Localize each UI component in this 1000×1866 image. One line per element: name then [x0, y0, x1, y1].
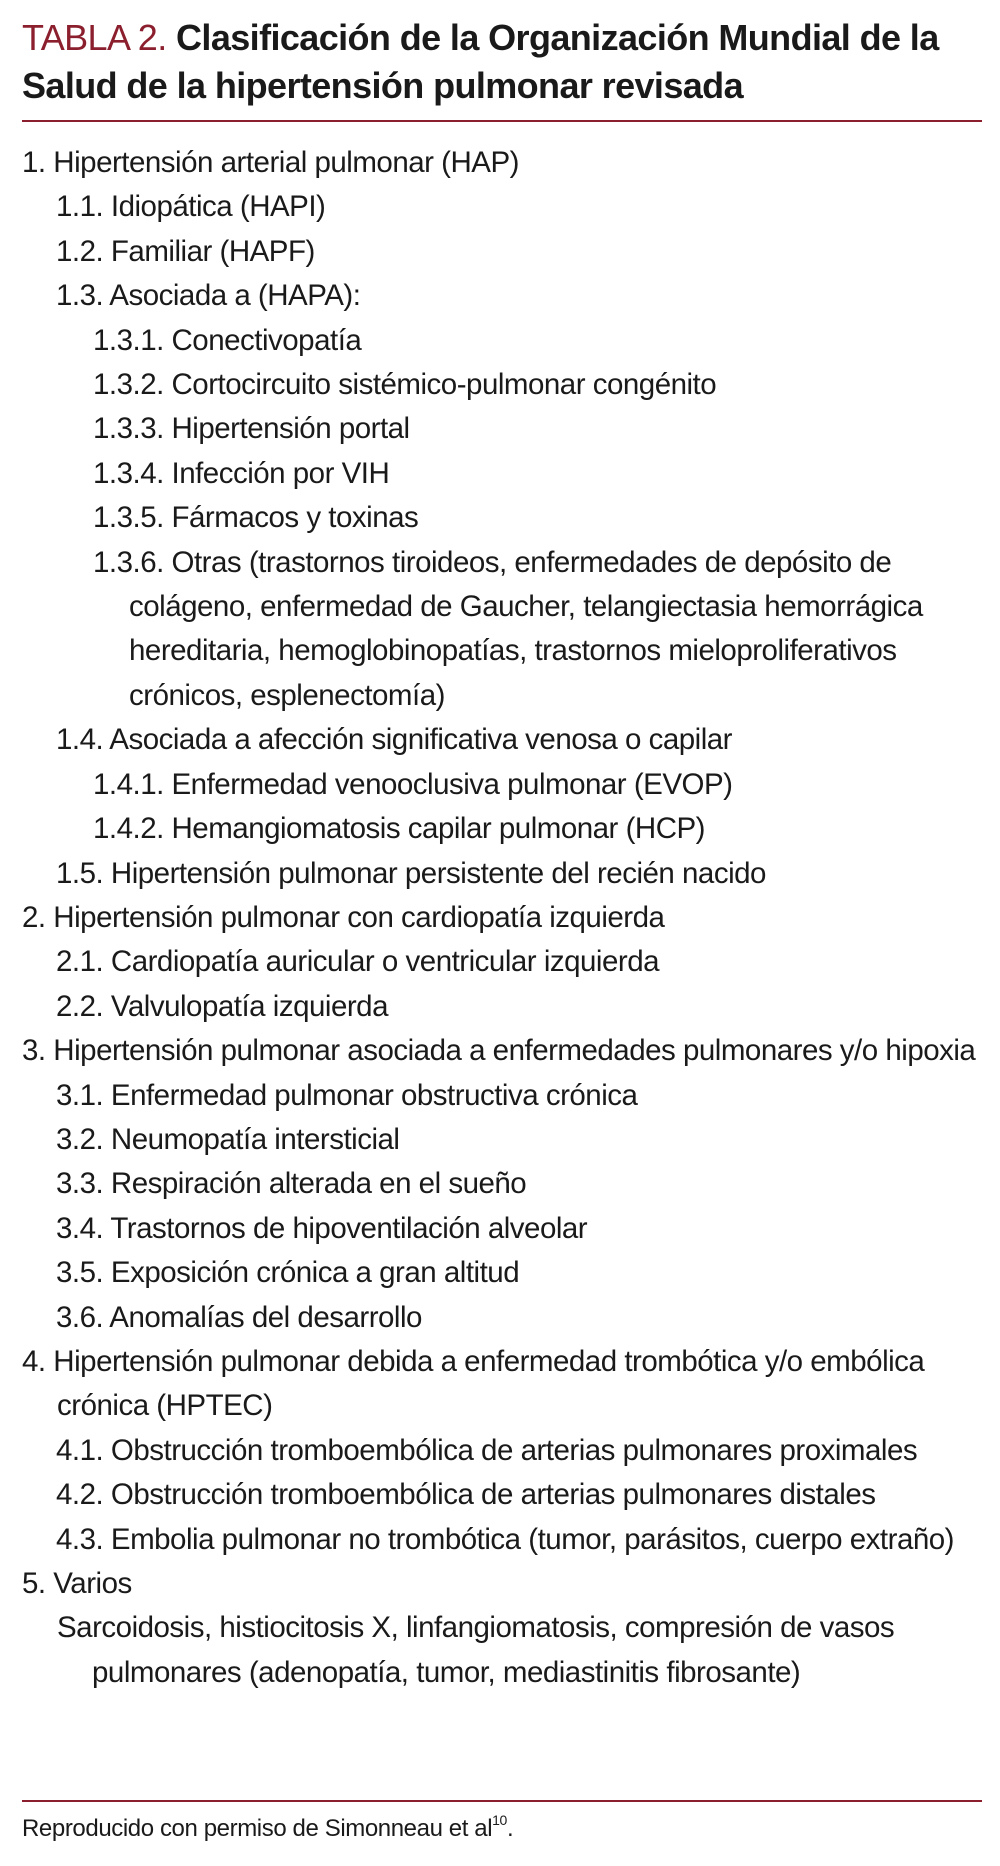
- list-item: 1.3.3. Hipertensión portal: [93, 412, 410, 446]
- list-item: 1.1. Idiopática (HAPI): [56, 190, 326, 224]
- list-item: 3.1. Enfermedad pulmonar obstructiva crónica: [56, 1078, 638, 1112]
- list-item: 4.2. Obstrucción tromboembólica de arterias pulmonares distales: [56, 1478, 876, 1512]
- list-item: 5. Varios: [22, 1567, 132, 1600]
- list-item: 2.2. Valvulopatía izquierda: [56, 989, 388, 1023]
- list-item: 1.5. Hipertensión pulmonar persistente del recién nacido: [56, 856, 766, 890]
- list-item: 1.3.2. Cortocircuito sistémico-pulmonar congénito: [93, 368, 717, 402]
- list-item: 4.1. Obstrucción tromboembólica de arterias pulmonares proximales: [56, 1433, 918, 1467]
- list-item: 1.4.1. Enfermedad venooclusiva pulmonar (EVOP): [93, 767, 733, 801]
- source-footnote: [22, 1812, 513, 1846]
- list-item: 1.4. Asociada a afección significativa venosa o capilar: [56, 723, 733, 757]
- list-item: 3.4. Trastornos de hipoventilación alveolar: [56, 1211, 588, 1245]
- list-item: 3.6. Anomalías del desarrollo: [56, 1300, 422, 1334]
- list-item: Sarcoidosis, histiocitosis X, linfangiomatosis, compresión de vasos pulmonares (adenopatía, tumor, mediastinitis fibrosante): [57, 1611, 895, 1689]
- list-item: 1.2. Familiar (HAPF): [56, 234, 315, 268]
- list-item: 3. Hipertensión pulmonar asociada a enfermedades pulmonares y/o hipoxia: [22, 1034, 976, 1068]
- footnote-reference: 10: [492, 1812, 507, 1828]
- list-item: 2.1. Cardiopatía auricular o ventricular izquierda: [56, 945, 660, 979]
- table-title: [22, 14, 982, 110]
- classification-list: [22, 141, 987, 1695]
- list-item: 2. Hipertensión pulmonar con cardiopatía izquierda: [22, 900, 665, 934]
- bottom-divider: [22, 1800, 982, 1802]
- table-label: TABLA 2.: [22, 17, 167, 58]
- footnote-period: .: [506, 1815, 514, 1842]
- list-item: 1. Hipertensión arterial pulmonar (HAP): [22, 146, 519, 179]
- table-title-text: Clasificación de la Organización Mundial de la Salud de la hipertensión pulmonar revisada: [22, 17, 939, 106]
- list-item: 1.3.1. Conectivopatía: [93, 323, 362, 357]
- list-item: 3.5. Exposición crónica a gran altitud: [56, 1256, 520, 1290]
- list-item: 1.3. Asociada a (HAPA):: [56, 279, 361, 313]
- list-item: 4.3. Embolia pulmonar no trombótica (tumor, parásitos, cuerpo extraño): [56, 1522, 954, 1556]
- list-item: 1.4.2. Hemangiomatosis capilar pulmonar (HCP): [93, 812, 706, 846]
- list-item: 4. Hipertensión pulmonar debida a enfermedad trombótica y/o embólica crónica (HPTEC): [22, 1344, 925, 1423]
- top-divider: [22, 120, 982, 122]
- list-item: 1.3.4. Infección por VIH: [93, 456, 390, 490]
- list-item: 3.3. Respiración alterada en el sueño: [56, 1167, 527, 1201]
- list-item: 1.3.5. Fármacos y toxinas: [93, 501, 419, 535]
- list-item: 1.3.6. Otras (trastornos tiroideos, enfermedades de depósito de colágeno, enfermedad de Gaucher, telangiectasia hemorrágica hereditaria, hemoglobinopatías, trastornos mieloproliferativos crónicos, esplenectomía): [93, 545, 923, 712]
- footnote-text: Reproducido con permiso de Simonneau et al: [22, 1815, 493, 1842]
- list-item: 3.2. Neumopatía intersticial: [56, 1122, 400, 1156]
